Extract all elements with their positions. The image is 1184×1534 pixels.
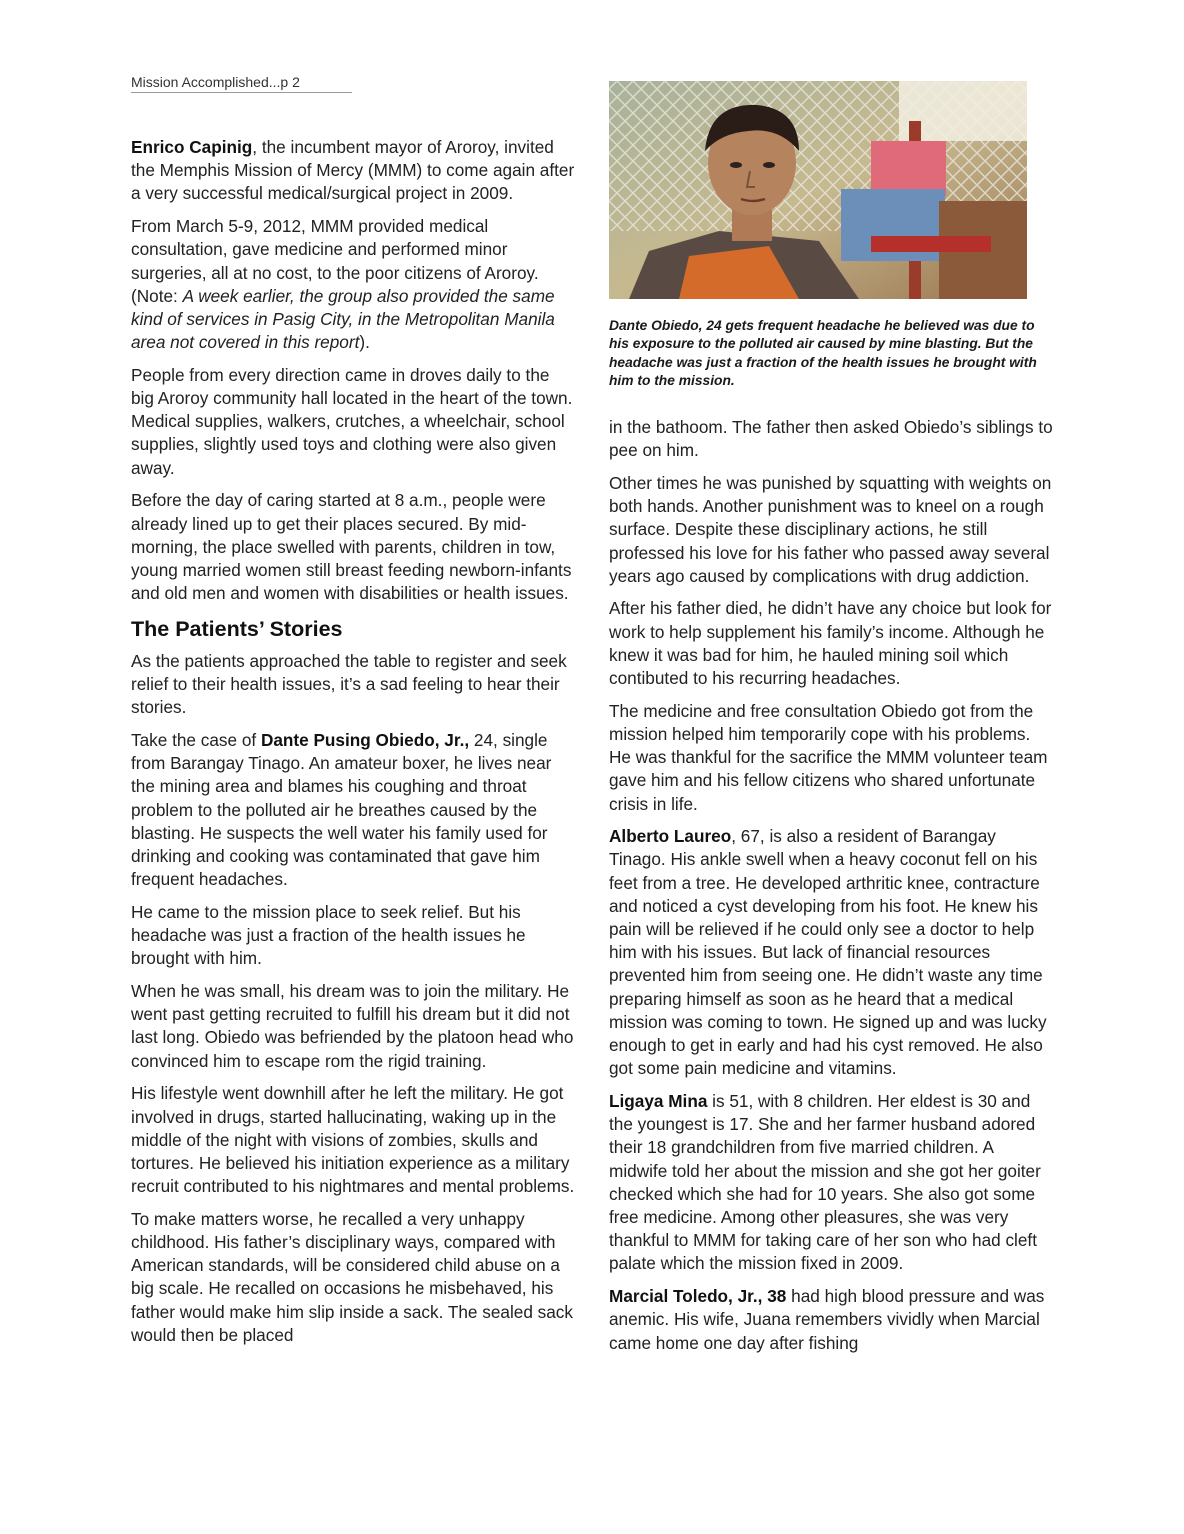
paragraph: When he was small, his dream was to join the military. He went past getting recruited to fulfill his dream but it did not last long. Obiedo was befriended by the platoon head who convinced him to escape rom the rigid training. (131, 981, 574, 1071)
paragraph: His lifestyle went downhill after he left the military. He got involved in drugs, started hallucinating, waking up in the middle of the night with visions of zombies, skulls and tortures. He believed his initiation experience as a military recruit contributed to his nightmares and mental problems. (131, 1083, 575, 1197)
article-column-left (131, 136, 577, 1357)
photo-caption: Dante Obiedo, 24 gets frequent headache he believed was due to his exposure to the polluted air caused by mine blasting. But the headache was just a fraction of the health issues he brought with him to the mission. (609, 318, 1037, 388)
paragraph: The medicine and free consultation Obiedo got from the mission helped him temporarily cope with his problems. He was thankful for the sacrifice the MMM volunteer team gave him and his fellow citizens who shared unfortunate crisis in life. (609, 700, 1048, 814)
paragraph: Other times he was punished by squatting with weights on both hands. Another punishment was to kneel on a rough surface. Despite these disciplinary actions, he still professed his love for his father who passed away several years ago caused by complications with drug addiction. (609, 472, 1052, 586)
portrait-illustration (609, 81, 1027, 299)
paragraph: Alberto Laureo, 67, is also a resident of Barangay Tinago. His ankle swell when a heavy coconut fell on his feet from a tree. He developed arthritic knee, contracture and noticed a cyst developing from his foot. He knew his pain will be relieved if he could only see a doctor to help him with his issues. But lack of financial resources prevented him from seeing one. He didn’t waste any time preparing himself as soon as he heard that a medical mission was coming to town. He signed up and was lucky enough to get in early and had his cyst removed. He also got some pain medicine and vitamins. (609, 826, 1047, 1079)
person-name: Enrico Capinig (131, 137, 253, 157)
person-name: Marcial Toledo, Jr., 38 (609, 1286, 787, 1307)
paragraph: He came to the mission place to seek relief. But his headache was just a fraction of the health issues he brought with him. (131, 901, 526, 969)
paragraph: After his father died, he didn’t have any choice but look for work to help supplement his family’s income. Although he knew it was bad for him, he hauled mining soil which contibuted to his recurring headaches. (609, 598, 1052, 689)
paragraph: Enrico Capinig, the incumbent mayor of Aroroy, invited the Memphis Mission of Mercy (MMM) to come again after a very successful medical/surgical project in 2009. (131, 137, 575, 204)
paragraph: From March 5-9, 2012, MMM provided medical consultation, gave medicine and performed minor surgeries, all at no cost, to the poor citizens of Aroroy. (Note: A week earlier, the group also provided the same kind of services in Pasig City, in the Metropolitan Manila area not covered in this report). (131, 216, 555, 353)
person-name: Dante Pusing Obiedo, Jr., (260, 729, 470, 750)
running-header: Mission Accomplished...p 2 (131, 73, 352, 93)
section-heading: The Patients’ Stories (131, 616, 343, 641)
paragraph: As the patients approached the table to register and seek relief to their health issues, it’s a sad feeling to hear their stories. (131, 650, 567, 718)
paragraph: Ligaya Mina is 51, with 8 children. Her eldest is 30 and the youngest is 17. She and her farmer husband adored their 18 grandchildren from five married children. A midwife told her about the mission and she got her goiter checked which she had for 10 years. She also got some free medicine. Among other pleasures, she was very thankful to MMM for taking care of her son who had cleft palate which the mission fixed in 2009. (609, 1090, 1041, 1274)
paragraph: Marcial Toledo, Jr., 38 had high blood pressure and was anemic. His wife, Juana remembers vividly when Marcial came home one day after fishing (609, 1286, 1045, 1353)
portrait-photo (609, 81, 1027, 299)
article-column-right (609, 416, 1055, 1364)
paragraph: To make matters worse, he recalled a very unhappy childhood. His father’s disciplinary ways, compared with American standards, will be considered child abuse on a big scale. He recalled on occasions he misbehaved, his father would make him slip inside a sack. The sealed sack would then be placed (131, 1208, 573, 1345)
paragraph: Take the case of Dante Pusing Obiedo, Jr., 24, single from Barangay Tinago. An amateur boxer, he lives near the mining area and blames his coughing and throat problem to the polluted air he breathes caused by the blasting. He suspects the well water his family used for drinking and cooking was contaminated that gave him frequent headaches. (131, 729, 552, 890)
paragraph: People from every direction came in droves daily to the big Aroroy community hall located in the heart of the town. Medical supplies, walkers, crutches, a wheelchair, school supplies, slightly used toys and clothing were also given away. (131, 364, 573, 478)
person-name: Ligaya Mina (609, 1090, 708, 1111)
italic-note: A week earlier, the group also provided the same kind of services in Pasig City, in the Metropolitan Manila area not covered in this report (131, 285, 555, 353)
paragraph: in the bathoom. The father then asked Obiedo’s siblings to pee on him. (609, 417, 1053, 461)
person-name: Alberto Laureo (609, 826, 732, 847)
paragraph: Before the day of caring started at 8 a.m., people were already lined up to get their places secured. By mid-morning, the place swelled with parents, children in tow, young married women still breast feeding newborn-infants and old men and women with disabilities or health issues. (131, 490, 572, 604)
